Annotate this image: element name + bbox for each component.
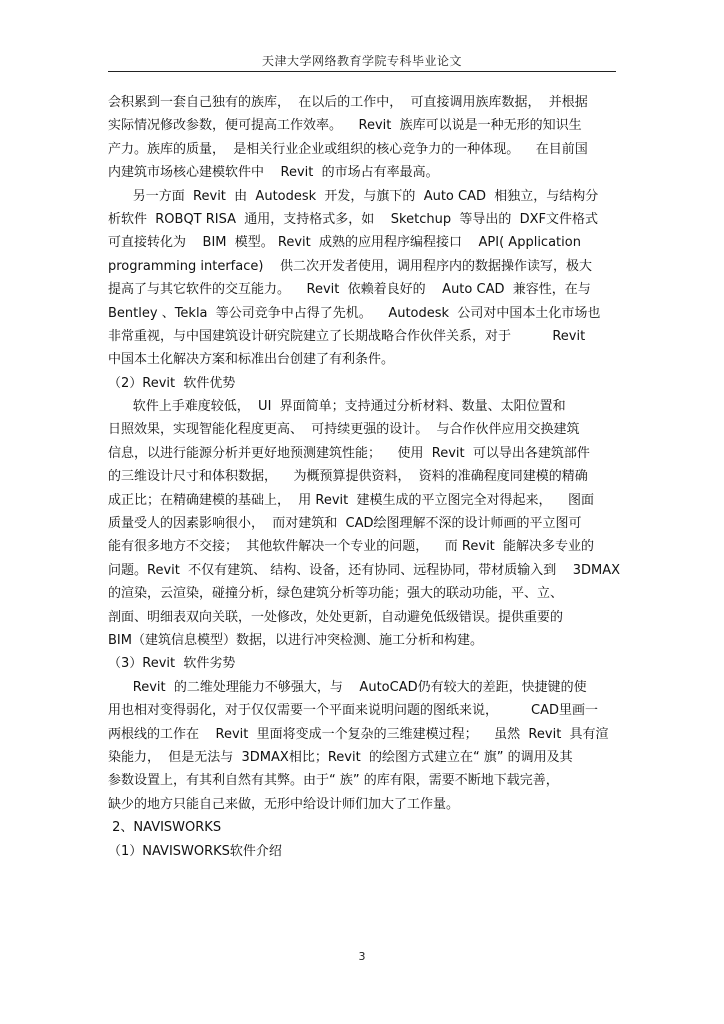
text-line: 用也相对变得弱化，对于仅仅需要一个平面来说明问题的图纸来说， CAD里画一 [108,703,599,719]
section-heading: （3）Revit 软件劣势 [108,656,236,672]
page-number: 3 [358,950,366,963]
text-line: 析软件 ROBQT RISA 通用，支持格式多，如 Sketchup 等导出的 DXF文件格式 [108,211,599,227]
text-line: programming interface) 供二次开发者使用，调用程序内的数据操作读写，极大 [108,258,592,274]
text-line: 问题。Revit 不仅有建筑、 结构、设备，还有协同、远程协同，带材质输入到 3DMAX [108,562,620,578]
text-line: 非常重视，与中国建筑设计研究院建立了长期战略合作伙伴关系，对于 Revit [108,328,586,344]
section-heading: （1）NAVISWORKS软件介绍 [108,843,282,859]
body-text [108,91,620,863]
text-line: 可直接转化为 BIM 模型。 Revit 成熟的应用程序编程接口 API( Application [108,235,581,251]
text-line: 日照效果，实现智能化程度更高、 可持续更强的设计。 与合作伙伴应用交换建筑 [108,422,580,438]
text-line: 内建筑市场核心建模软件中 Revit 的市场占有率最高。 [108,165,439,181]
text-line: Bentley 、Tekla 等公司竞争中占得了先机。 Autodesk 公司对中国本土化市场也 [108,305,601,321]
text-line: 信息，以进行能源分析并更好地预测建筑性能； 使用 Revit 可以导出各建筑部件 [108,445,590,461]
text-line: 的渲染，云渲染，碰撞分析，绿色建筑分析等功能；强大的联动功能，平、立、 [108,586,564,602]
section-heading: （2）Revit 软件优势 [108,375,236,391]
text-line: 产力。族库的质量， 是相关行业企业或组织的核心竞争力的一种体现。 在目前国 [108,141,588,157]
page-header-title: 天津大学网络教育学院专科毕业论文 [261,54,462,68]
text-line: 的三维设计尺寸和体积数据， 为概预算提供资料， 资料的准确程度同建模的精确 [108,469,588,485]
header-divider [108,71,616,72]
text-line: 染能力， 但是无法与 3DMAX相比；Revit 的绘图方式建立在“ 旗” 的调用及其 [108,749,573,765]
text-line: 成正比；在精确建模的基础上， 用 Revit 建模生成的平立图完全对得起来， 图面 [108,492,595,508]
text-line: 质量受人的因素影响很小， 而对建筑和 CAD绘图理解不深的设计师画的平立图可 [108,516,582,532]
text-line: 另一方面 Revit 由 Autodesk 开发，与旗下的 Auto CAD 相独立，与结构分 [108,188,599,204]
text-line: BIM（建筑信息模型）数据，以进行冲突检测、施工分析和构建。 [108,632,483,648]
text-line: 缺少的地方只能自己来做，无形中给设计师们加大了工作量。 [108,796,460,812]
text-line: 会积累到一套自己独有的族库， 在以后的工作中， 可直接调用族库数据， 并根据 [108,95,588,110]
section-heading: 2、NAVISWORKS [108,820,222,836]
text-line: 两根线的工作在 Revit 里面将变成一个复杂的三维建模过程； 虽然 Revit 具有渲 [108,726,609,742]
text-line: Revit 的二维处理能力不够强大，与 AutoCAD仍有较大的差距，快捷键的使 [108,679,587,695]
text-line: 软件上手难度较低， UI 界面简单；支持通过分析材料、数量、太阳位置和 [108,399,566,415]
text-line: 剖面、明细表双向关联，一处修改，处处更新，自动避免低级错误。提供重要的 [108,609,564,625]
text-line: 实际情况修改参数，便可提高工作效率。 Revit 族库可以说是一种无形的知识生 [108,118,582,134]
text-line: 提高了与其它软件的交互能力。 Revit 依赖着良好的 Auto CAD 兼容性，在与 [108,282,591,298]
text-line: 能有很多地方不交接； 其他软件解决一个专业的问题， 而 Revit 能解决多专业的 [108,539,595,555]
text-line: 中国本土化解决方案和标准出台创建了有利条件。 [108,352,395,368]
text-line: 参数设置上，有其利自然有其弊。由于“ 族” 的库有限，需要不断地下载完善， [108,773,559,789]
